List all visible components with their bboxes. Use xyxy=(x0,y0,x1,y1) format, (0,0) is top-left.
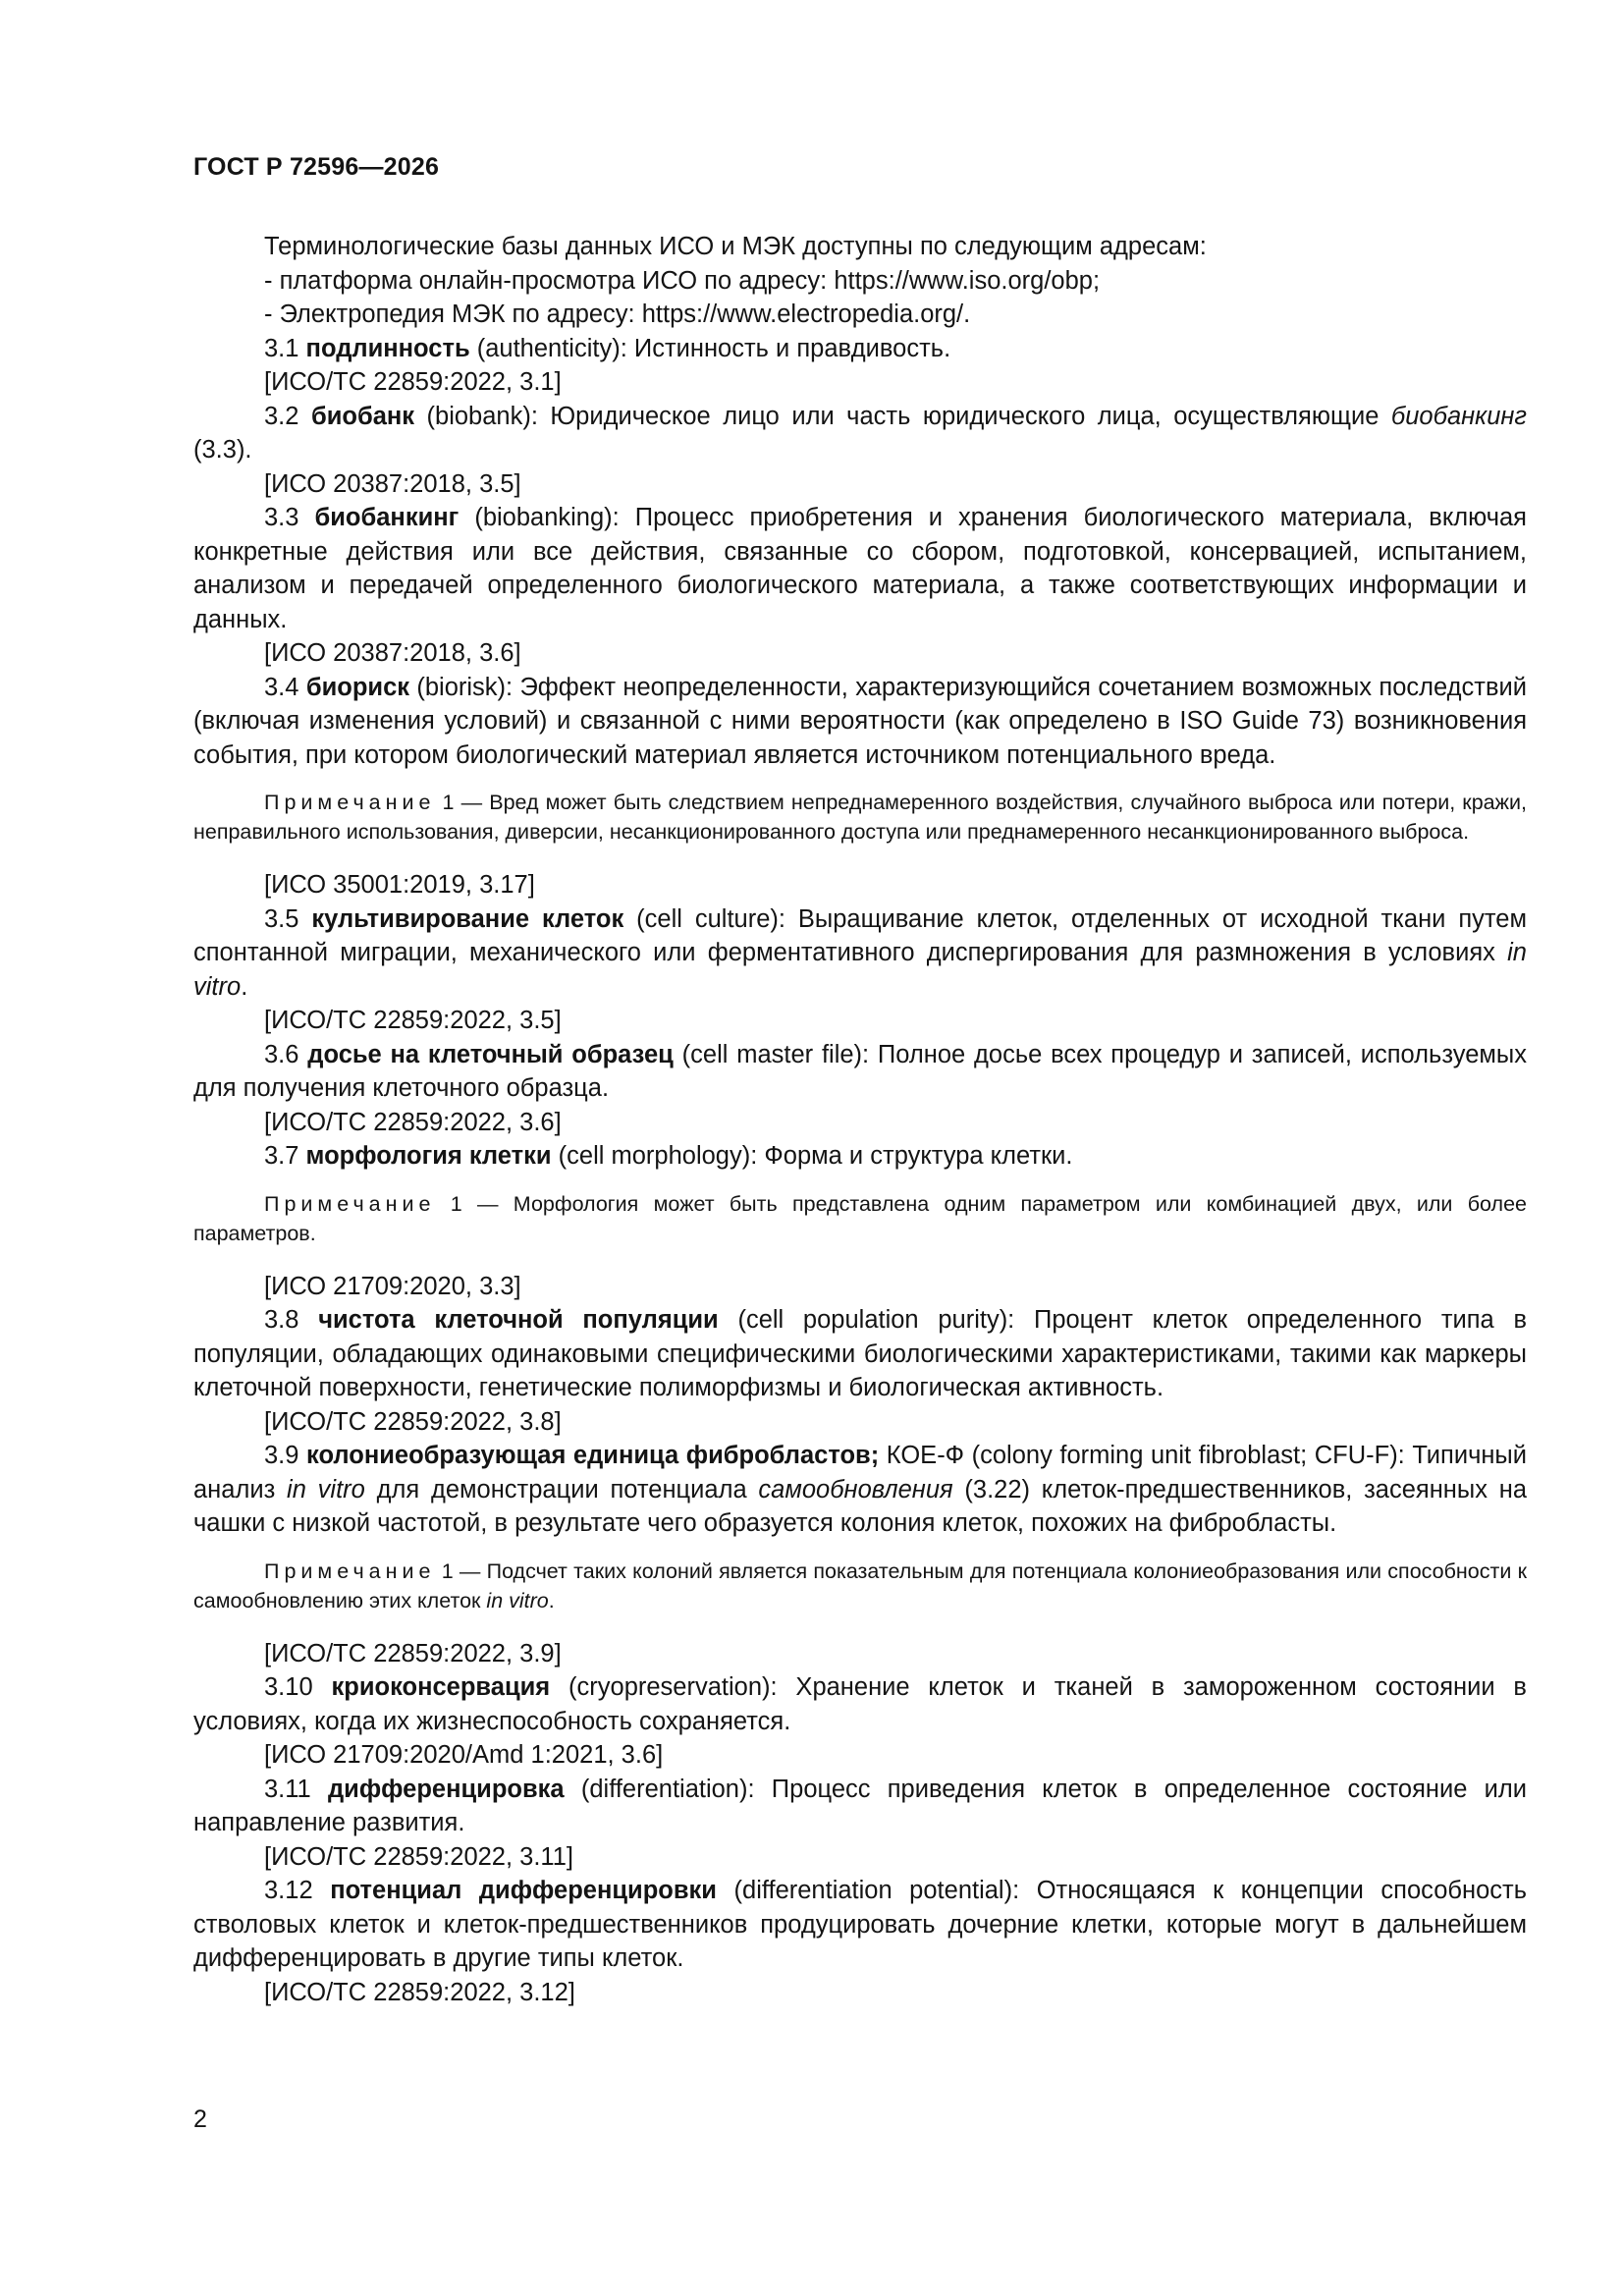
term-source: [ИСО 20387:2018, 3.6] xyxy=(264,639,521,667)
term-entry xyxy=(193,902,1527,1005)
term-number: 3.2 xyxy=(264,402,299,430)
term-name: биориск xyxy=(305,673,410,701)
term-definition: (cell population purity): Процент клеток определенного типа в популяции, обладающих одинаковыми специфическими биологическими характеристиками, такими как маркеры клеточной поверхности, генетические полиморфизмы и биологическая активность. xyxy=(193,1306,1528,1401)
term-entry xyxy=(193,1139,1527,1174)
term-name: досье на клеточный образец xyxy=(307,1040,674,1068)
term-source: [ИСО/ТС 22859:2022, 3.1] xyxy=(264,368,562,396)
term-definition: . xyxy=(241,972,248,1001)
term-name: подлинность xyxy=(305,334,470,362)
term-entry xyxy=(193,1670,1527,1738)
term-number: 3.8 xyxy=(264,1306,299,1334)
term-reference: самообновления xyxy=(758,1475,953,1503)
note-label: Примечание xyxy=(264,791,436,814)
term-name: культивирование клеток xyxy=(311,904,624,933)
term-name: дифференцировка xyxy=(328,1775,565,1803)
term-entry xyxy=(193,671,1527,773)
term-name: криоконсервация xyxy=(331,1673,551,1701)
term-number: 3.1 xyxy=(264,334,299,362)
term-definition: (differentiation): Процесс приведения клеток в определенное состояние или направление развития. xyxy=(193,1775,1527,1836)
term-entry xyxy=(193,332,1527,366)
term-name: морфология клетки xyxy=(305,1142,552,1170)
term-definition: (authenticity): Истинность и правдивость. xyxy=(469,334,951,362)
term-number: 3.11 xyxy=(264,1775,311,1803)
term-entry xyxy=(193,1439,1527,1541)
term-source: [ИСО/ТС 22859:2022, 3.6] xyxy=(264,1108,562,1136)
term-definition: (differentiation potential): Относящаяся к концепции способность стволовых клеток и клеток-предшественников продуцировать дочерние клетки, которые могут в дальнейшем дифференцировать в другие типы клеток. xyxy=(193,1877,1527,1972)
term-name: колониеобразующая единица фибробластов; xyxy=(306,1442,880,1469)
term-name: биобанкинг xyxy=(314,504,460,531)
term-source: [ИСО/ТС 22859:2022, 3.8] xyxy=(264,1407,562,1436)
term-definition: КОЕ-Ф (colony forming unit fibroblast; CFU-F): Типичный анализ xyxy=(193,1442,1528,1503)
term-source: [ИСО 21709:2020/Amd 1:2021, 3.6] xyxy=(264,1741,664,1769)
term-number: 3.7 xyxy=(264,1142,299,1170)
term-name: биобанк xyxy=(310,402,415,430)
term-source: [ИСО/ТС 22859:2022, 3.5] xyxy=(264,1007,562,1034)
term-definition: (biobank): Юридическое лицо или часть юридического лица, осуществляющие xyxy=(414,402,1391,430)
term-definition: (biobanking): Процесс приобретения и хранения биологического материала, включая конкретные действия или все действия, связанные со сбором, подготовкой, консервацией, испытанием, анализом и передачей определенного биологического материала, а также соответствующих информации и данных. xyxy=(193,504,1527,633)
note-label: Примечание xyxy=(264,1191,436,1216)
term-note xyxy=(193,1557,1527,1615)
intro-line: - Электропедия МЭК по адресу: https://www.electropedia.org/. xyxy=(264,301,971,328)
term-source: [ИСО/ТС 22859:2022, 3.12] xyxy=(264,1978,575,2006)
term-definition: для демонстрации потенциала xyxy=(364,1475,759,1503)
term-number: 3.3 xyxy=(264,504,299,531)
term-reference: биобанкинг xyxy=(1390,402,1527,430)
term-italic: in vitro xyxy=(193,939,1527,1001)
term-source: [ИСО 35001:2019, 3.17] xyxy=(264,871,535,899)
term-entry xyxy=(193,1303,1527,1405)
note-text: . xyxy=(548,1588,555,1613)
term-source: [ИСО/ТС 22859:2022, 3.11] xyxy=(264,1842,573,1871)
note-text: 1 — Вред может быть следствием непреднамеренного воздействия, случайного выброса или потери, кражи, неправильного использования, диверсии, несанкционированного доступа или преднамеренного несанкционированного выброса. xyxy=(193,791,1527,844)
document-body xyxy=(193,230,1527,2009)
term-entry xyxy=(193,1874,1527,1976)
term-italic: in vitro xyxy=(287,1475,365,1503)
term-note xyxy=(193,788,1527,847)
term-number: 3.4 xyxy=(264,673,299,701)
term-source: [ИСО 20387:2018, 3.5] xyxy=(264,469,521,498)
note-text: 1 — Подсчет таких колоний является показательным для потенциала колониеобразования или способности к самообновлению этих клеток xyxy=(193,1558,1527,1613)
term-definition: (cell master file): Полное досье всех процедур и записей, используемых для получения клеточного образца. xyxy=(193,1040,1527,1102)
term-number: 3.9 xyxy=(264,1442,299,1469)
note-italic: in vitro xyxy=(486,1588,549,1613)
term-name: потенциал дифференцировки xyxy=(330,1877,717,1904)
term-entry xyxy=(193,400,1527,467)
term-definition: (biorisk): Эффект неопределенности, характеризующийся сочетанием возможных последствий (включая изменения условий) и связанной с ними вероятности (как определено в ISO Guide 73) возникновения события, при котором биологический материал является источником потенциального вреда. xyxy=(193,673,1527,769)
intro-line: Терминологические базы данных ИСО и МЭК доступны по следующим адресам: xyxy=(264,233,1207,260)
term-number: 3.5 xyxy=(264,904,299,933)
term-definition: (cryopreservation): Хранение клеток и тканей в замороженном состоянии в условиях, когда их жизнеспособность сохраняется. xyxy=(193,1673,1527,1735)
intro-line: - платформа онлайн-просмотра ИСО по адресу: https://www.iso.org/obp; xyxy=(264,266,1101,295)
term-definition: (3.3). xyxy=(193,436,252,464)
term-number: 3.12 xyxy=(264,1877,313,1904)
term-entry xyxy=(193,1773,1527,1840)
term-source: [ИСО 21709:2020, 3.3] xyxy=(264,1272,521,1300)
term-name: чистота клеточной популяции xyxy=(318,1306,719,1334)
term-definition: (cell culture): Выращивание клеток, отделенных от исходной ткани путем спонтанной миграции, механического или ферментативного диспергирования для размножения в условиях xyxy=(193,904,1527,966)
page-number: 2 xyxy=(193,2105,207,2133)
term-number: 3.10 xyxy=(264,1673,313,1701)
term-source: [ИСО/ТС 22859:2022, 3.9] xyxy=(264,1639,562,1667)
document-header: ГОСТ Р 72596—2026 xyxy=(193,153,440,181)
term-definition: (3.22) клеток-предшественников, засеянных на чашки с низкой частотой, в результате чего образуется колония клеток, похожих на фибробласты. xyxy=(193,1475,1527,1537)
term-note xyxy=(193,1189,1527,1248)
term-number: 3.6 xyxy=(264,1040,299,1068)
term-entry xyxy=(193,1038,1527,1106)
term-definition: (cell morphology): Форма и структура клетки. xyxy=(551,1142,1073,1170)
term-entry xyxy=(193,501,1527,636)
note-label: Примечание xyxy=(264,1558,436,1583)
note-text: 1 — Морфология может быть представлена одним параметром или комбинацией двух, или более параметров. xyxy=(193,1191,1527,1245)
